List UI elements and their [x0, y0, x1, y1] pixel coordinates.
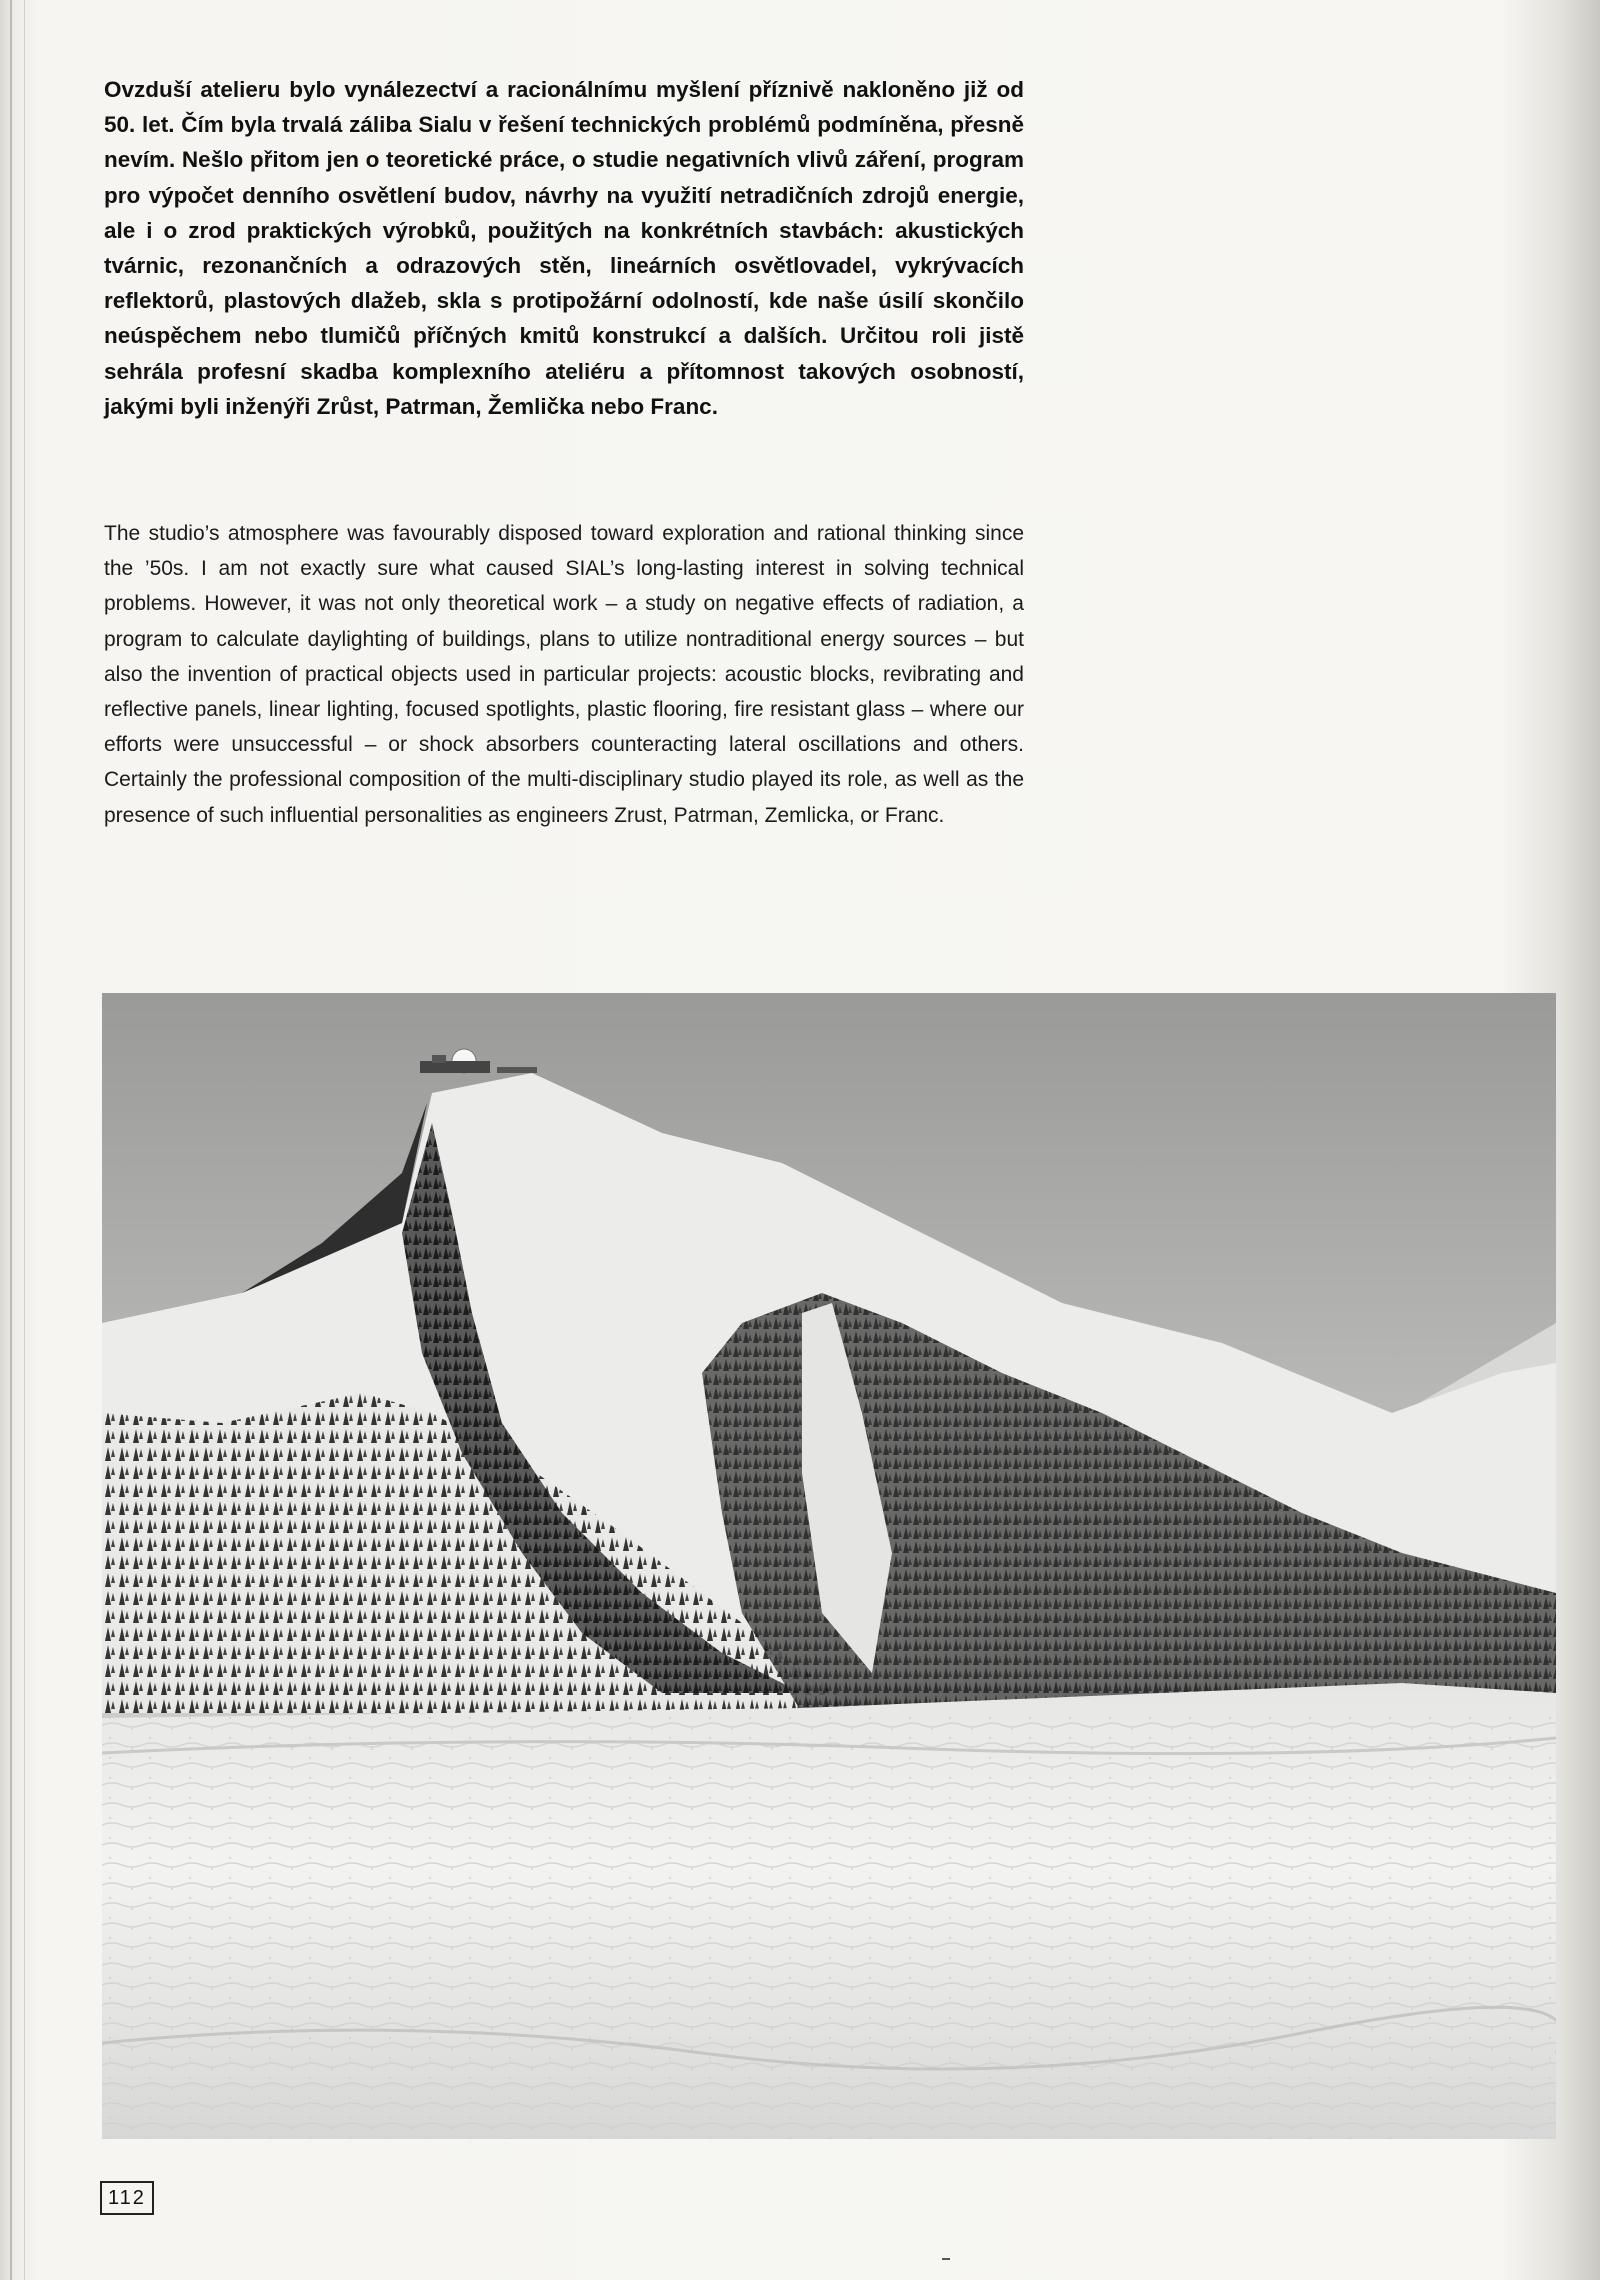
snow-texture [102, 1713, 1556, 2139]
czech-paragraph: Ovzduší atelieru bylo vynálezectví a racionálnímu myšlení příznivě nakloněno již od 50. let. Čím byla trvalá záliba Sialu v řešení technických problémů podmíněna, přesně nevím. Nešlo přitom jen o teoretické práce, o studie negativních vlivů záření, program pro výpočet denního osvětlení budov, návrhy na využití netradičních zdrojů energie, ale i o zrod praktických výrobků, použitých na konkrétních stavbách: akustických tvárnic, rezonančních a odrazových stěn, lineárních osvětlovadel, vykrývacích reflektorů, plastových dlažeb, skla s protipožární odolností, kde naše úsilí skončilo neúspěchem nebo tlumičů příčných kmitů konstrukcí a dalších. Určitou roli jistě sehrála profesní skadba komplexního ateliéru a přítomnost takových osobností, jakými byli inženýři Zrůst, Patrman, Žemlička nebo Franc. [104, 77, 1024, 419]
print-mark [942, 2258, 950, 2260]
binding-gutter [10, 0, 12, 2280]
mountain-photo-illustration [102, 993, 1556, 2139]
english-paragraph: The studio’s atmosphere was favourably disposed toward exploration and rational thinking since the ’50s. I am not exactly sure what caused SIAL’s long-lasting interest in solving technical problems. However, it was not only theoretical work – a study on negative effects of radiation, a program to calculate daylighting of buildings, plans to utilize nontraditional energy sources – but also the invention of practical objects used in particular projects: acoustic blocks, revibrating and reflective panels, linear lighting, focused spotlights, plastic flooring, fire resistant glass – where our efforts were unsuccessful – or shock absorbers counteracting lateral oscillations and others. Certainly the professional composition of the multi-disciplinary studio played its role, as well as the presence of such influential personalities as engineers Zrust, Patrman, Zemlicka, or Franc. [104, 522, 1024, 827]
binding-gutter-edge [24, 0, 25, 2280]
page-number: 112 [100, 2181, 154, 2215]
mountain-photo [102, 993, 1556, 2139]
